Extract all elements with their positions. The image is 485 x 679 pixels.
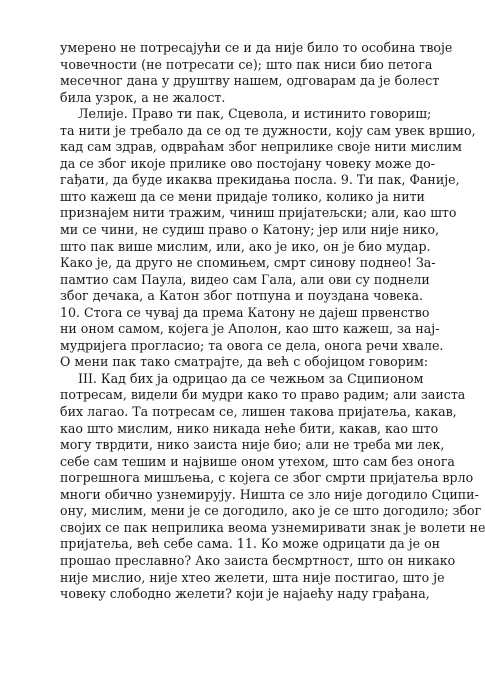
document-page	[60, 40, 485, 603]
text-line: ми се чини, не судиш право о Катону; јер или није нико,	[60, 222, 440, 238]
text-line: мудријега прогласио; та овога се дела, онога речи хвале.	[60, 337, 444, 353]
text-line: кад сам здрав, одвраћам због неприлике своје нити мислим	[60, 139, 462, 155]
text-line: себе сам тешим и највише оном утехом, што сам без онога	[60, 453, 455, 469]
text-line: својих се пак неприлика веома узнемиривати знак је волети не	[60, 519, 485, 535]
text-line: умерено не потресајући се и да није било то особина твоје	[60, 40, 453, 55]
text-line: 10. Стога се чувај да према Катону не дајеш првенство	[60, 304, 430, 320]
text-line: III. Кад бих ја одрицао да се чежњом за Сципионом	[78, 370, 424, 386]
text-line: ону, мислим, мени је се догодило, ако је се што догодило; због	[60, 503, 482, 519]
text-line: памтио сам Паула, видео сам Гала, али ови су поднели	[60, 271, 430, 287]
text-line: због дечака, а Катон због потпуна и поуздана човека.	[60, 288, 423, 304]
text-line: бих лагао. Та потресам се, лишен такова пријатеља, какав,	[60, 404, 457, 420]
text-line: гађати, да буде икаква прекидања посла. 9. Ти пак, Фаније,	[60, 172, 460, 188]
text-line: погрешнога мишљења, с којега се због смрти пријатеља врло	[60, 470, 474, 486]
text-line: као што мислим, нико никада неће бити, какав, као што	[60, 420, 439, 436]
text-line: могу тврдити, нико заиста није био; али не треба ми лек,	[60, 437, 445, 453]
text-line: била узрок, а не жалост.	[60, 89, 226, 105]
text-line: што кажеш да се мени придаје толико, колико ја нити	[60, 188, 425, 204]
text-line: многи обично узнемирују. Ништа се зло није догодило Сципи-	[60, 486, 479, 502]
text-line: признајем нити тражим, чиниш пријатељски; али, као што	[60, 205, 457, 221]
text-line: месечног дана у друштву нашем, одговарам да је болест	[60, 73, 440, 89]
text-line: пријатеља, већ себе сама. 11. Ко може одрицати да је он	[60, 536, 441, 552]
text-line: Како је, да друго не спомињем, смрт синову поднео! За-	[60, 255, 436, 271]
text-line: прошао преславно? Ако заиста бесмртност, што он никако	[60, 552, 456, 568]
text-line: та нити је требало да се од те дужности, коју сам увек вршио,	[60, 122, 476, 138]
text-line: да се због икоје прилике ово постојану човеку може до-	[60, 155, 435, 171]
text-line: човеку слободно желети? који је најаећу наду грађана,	[60, 586, 430, 602]
text-line: човечности (не потресати се); што пак ниси био петога	[60, 56, 433, 72]
text-line: није мислио, није хтео желети, шта није постигао, што је	[60, 569, 445, 585]
text-line: Лелије. Право ти пак, Сцевола, и истинито говориш;	[78, 106, 432, 122]
text-line: О мени пак тако сматрајте, да већ с обојицом говорим:	[60, 354, 429, 370]
text-line: ни оном самом, којега је Аполон, као што кажеш, за нај-	[60, 321, 440, 337]
text-line: потресам, видели би мудри како то право радим; али заиста	[60, 387, 466, 403]
text-line: што пак више мислим, или, ако је ико, он је био мудар.	[60, 238, 431, 254]
